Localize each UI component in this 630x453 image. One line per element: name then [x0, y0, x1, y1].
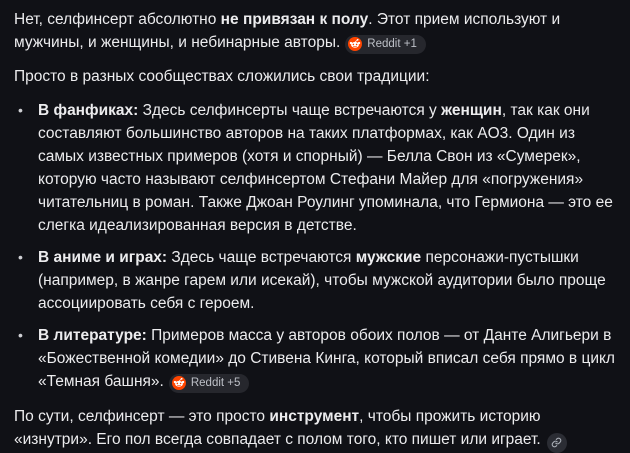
bullet-item	[38, 246, 616, 315]
text-segment: не привязан к полу	[220, 11, 369, 28]
text-segment: Примеров масса у авторов обоих полов — от Данте Алигьери в «Божественной комедии» до Стивена Кинга, который вписал себя прямо в цикл «Темная башня».	[38, 327, 615, 390]
citation-badge[interactable]	[169, 374, 250, 393]
text-segment: В аниме и играх:	[38, 249, 168, 266]
bullet-item	[38, 324, 616, 393]
text-segment: инструмент	[269, 408, 360, 425]
chat-response	[14, 8, 616, 453]
paragraph	[14, 8, 616, 54]
text-segment: , так как они составляют большинство авторов на таких платформах, как AO3. Один из самых известных примеров (хотя и спорный) — Белла Свон из «Сумерек», которую часто называют селфинсертом Стефани Майер для «погружения» читательниц в роман. Также Джоан Роулинг упоминала, что Гермиона — это ее слегка идеализированная версия в детстве.	[38, 102, 613, 234]
text-segment: женщин	[441, 102, 502, 119]
link-icon[interactable]	[547, 433, 567, 453]
reddit-icon	[348, 37, 362, 51]
text-segment: Здесь селфинсерты чаще встречаются у	[138, 102, 442, 119]
text-segment: По сути, селфинсерт — это просто	[14, 408, 270, 425]
citation-badge[interactable]	[345, 35, 426, 54]
text-segment: Нет, селфинсерт абсолютно	[14, 11, 221, 28]
citation-badge-label: Reddit +1	[367, 37, 417, 50]
text-segment: . Этот прием используют и мужчины, и женщины, и небинарные авторы.	[14, 11, 561, 51]
text-segment: Здесь чаще встречаются	[167, 249, 356, 266]
bullet-item	[38, 99, 616, 237]
text-segment: В фанфиках:	[38, 102, 139, 119]
text-segment: Просто в разных сообществах сложились свои традиции:	[14, 68, 430, 85]
paragraph	[14, 65, 616, 88]
paragraph	[14, 405, 616, 453]
bullet-list	[14, 99, 616, 393]
text-segment: персонажи-пустышки (например, в жанре гарем или исекай), чтобы мужской аудитории было проще ассоциировать себя с героем.	[38, 249, 606, 312]
text-segment: мужские	[355, 249, 422, 266]
citation-badge-label: Reddit +5	[190, 376, 241, 389]
text-segment: В литературе:	[38, 327, 147, 344]
text-segment: , чтобы прожить историю «изнутри». Его пол всегда совпадает с полом того, кто пишет или играет.	[14, 408, 541, 448]
reddit-icon	[172, 376, 186, 390]
